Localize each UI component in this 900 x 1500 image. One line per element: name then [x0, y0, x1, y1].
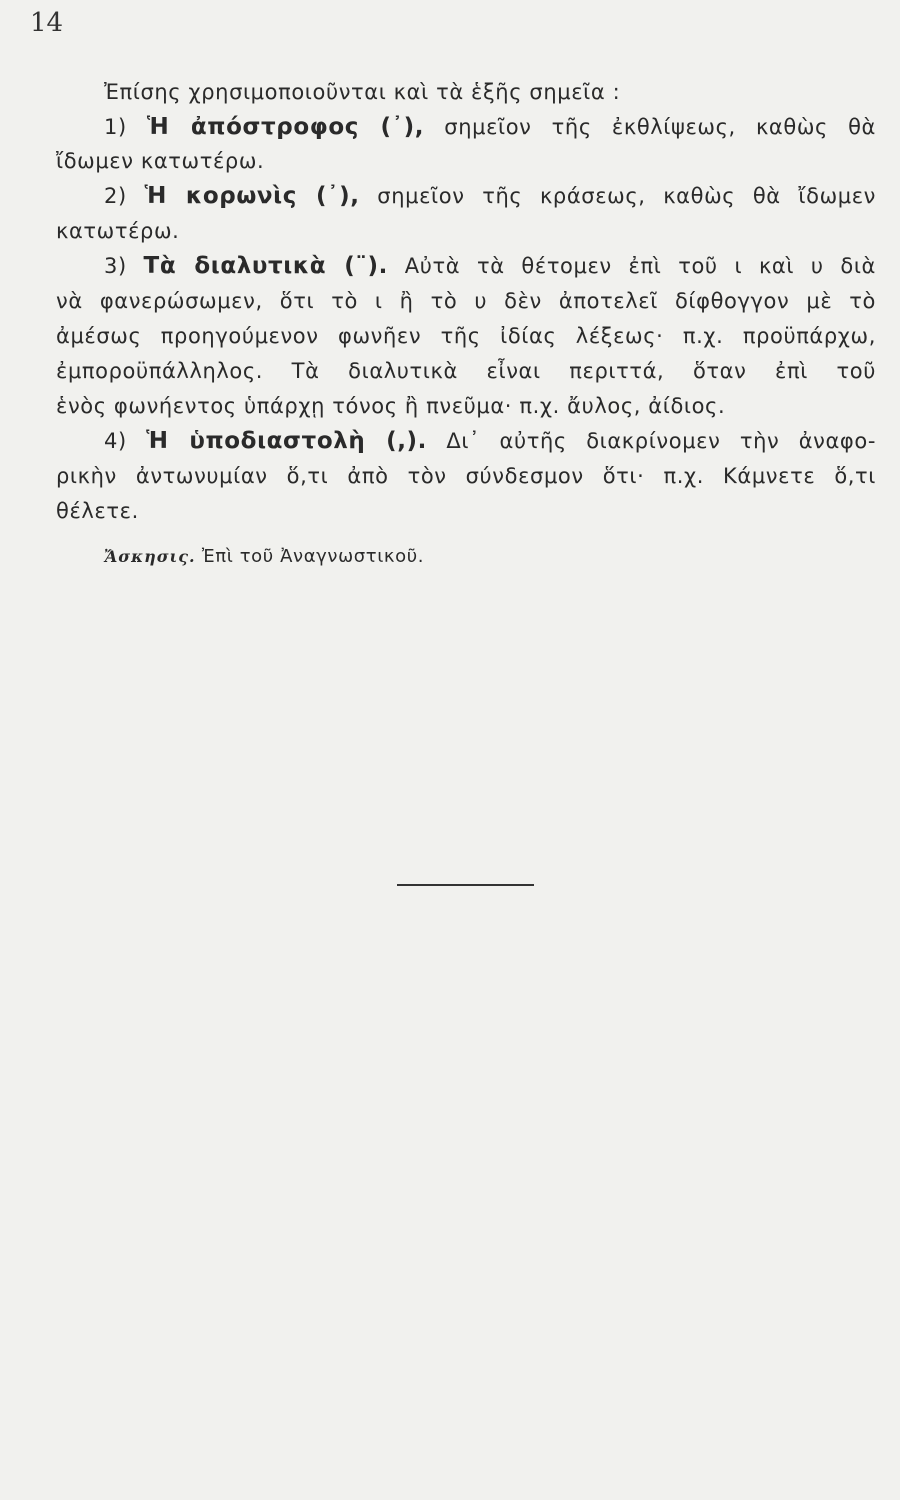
- item-3-line-1: [56, 251, 876, 281]
- item-2-line-1: [56, 181, 876, 211]
- item-3-number: 3): [104, 254, 144, 278]
- item-1-text: σημεῖον τῆς ἐκθλίψεως, καθὼς θὰ: [424, 115, 876, 139]
- item-1-number: 1): [104, 115, 147, 139]
- item-2-text: σημεῖον τῆς κράσεως, καθὼς θὰ ἴδωμεν: [359, 184, 876, 208]
- item-4-number: 4): [104, 429, 147, 453]
- item-3-line-3: ἀμέσως προηγούμενον φωνῆεν τῆς ἰδίας λέξεως· π.χ. προϋπάρχω,: [56, 324, 876, 348]
- exercise-line: [56, 540, 424, 572]
- item-3-line-4: ἐμποροϋπάλληλος. Τὰ διαλυτικὰ εἶναι περιττά, ὅταν ἐπὶ τοῦ: [56, 359, 876, 383]
- item-2-number: 2): [104, 184, 145, 208]
- item-4-line-2: ρικὴν ἀντωνυμίαν ὅ,τι ἀπὸ τὸν σύνδεσμον ὅτι· π.χ. Κάμνετε ὅ,τι: [56, 464, 876, 488]
- intro-line: Ἐπίσης χρησιμοποιοῦνται καὶ τὰ ἑξῆς σημεῖα :: [104, 80, 621, 104]
- item-1-line-2: ἴδωμεν κατωτέρω.: [56, 149, 265, 173]
- exercise-text: Ἐπὶ τοῦ Ἀναγνωστικοῦ.: [195, 546, 425, 567]
- item-4-text: Δι᾿ αὐτῆς διακρίνομεν τὴν ἀναφο-: [427, 429, 877, 453]
- item-4-line-1: [56, 426, 876, 456]
- exercise-label: Ἄσκησις.: [104, 547, 196, 566]
- item-3-line-5: ἑνὸς φωνήεντος ὑπάρχῃ τόνος ἢ πνεῦμα· π.χ. ἄυλος, ἀίδιος.: [56, 394, 726, 418]
- item-3-line-2: νὰ φανερώσωμεν, ὅτι τὸ ι ἢ τὸ υ δὲν ἀποτελεῖ δίφθογγον μὲ τὸ: [56, 289, 876, 313]
- item-4-line-3: θέλετε.: [56, 499, 139, 523]
- item-1-line-1: [56, 112, 876, 142]
- item-2-line-2: κατωτέρω.: [56, 219, 180, 243]
- page-number: 14: [30, 8, 64, 38]
- item-1-term: Ἡ ἀπόστροφος (᾿),: [146, 114, 425, 140]
- section-end-rule: [397, 884, 534, 886]
- item-2-term: Ἡ κορωνὶς (᾿),: [144, 183, 360, 209]
- item-4-term: Ἡ ὑποδιαστολὴ (,).: [146, 428, 427, 454]
- item-3-text: Αὐτὰ τὰ θέτομεν ἐπὶ τοῦ ι καὶ υ διὰ: [387, 254, 876, 278]
- item-3-term: Τὰ διαλυτικὰ (¨).: [143, 253, 388, 279]
